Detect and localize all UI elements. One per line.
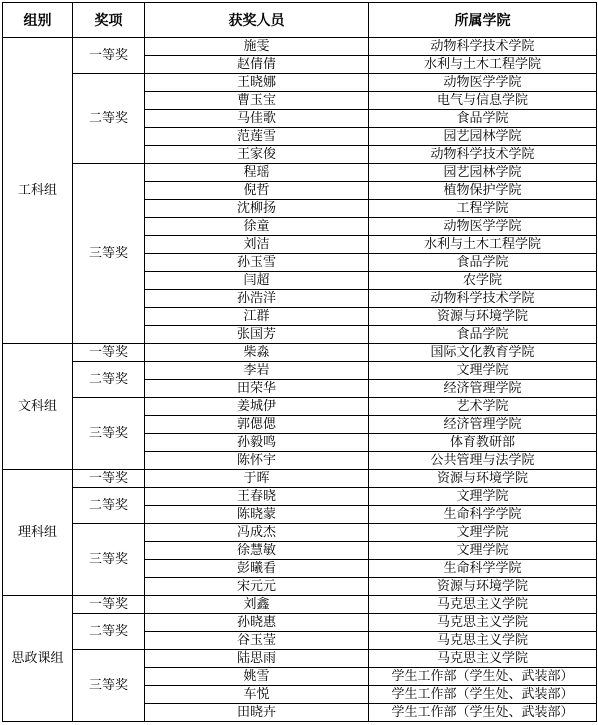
college-cell: 水利与土木工程学院 (369, 236, 597, 254)
person-cell: 彭曦看 (145, 560, 369, 578)
table-body (3, 38, 597, 722)
table-row (3, 650, 597, 668)
person-cell: 田荣华 (145, 380, 369, 398)
college-cell: 资源与环境学院 (369, 470, 597, 488)
person-cell: 孙晓惠 (145, 614, 369, 632)
college-cell: 食品学院 (369, 110, 597, 128)
person-cell: 范莲雪 (145, 128, 369, 146)
award-level-cell: 三等奖 (73, 398, 145, 470)
group-cell: 思政课组 (3, 596, 73, 722)
person-cell: 倪哲 (145, 182, 369, 200)
award-level-cell: 二等奖 (73, 614, 145, 650)
table-row (3, 596, 597, 614)
person-cell: 王春晓 (145, 488, 369, 506)
group-cell: 工科组 (3, 38, 73, 344)
college-cell: 马克思主义学院 (369, 632, 597, 650)
award-level-cell: 一等奖 (73, 470, 145, 488)
person-cell: 郭偲偲 (145, 416, 369, 434)
person-cell: 马佳歌 (145, 110, 369, 128)
college-cell: 文理学院 (369, 542, 597, 560)
college-cell: 工程学院 (369, 200, 597, 218)
person-cell: 张国芳 (145, 326, 369, 344)
header-level: 奖项 (73, 3, 145, 38)
college-cell: 文理学院 (369, 524, 597, 542)
college-cell: 植物保护学院 (369, 182, 597, 200)
person-cell: 施雯 (145, 38, 369, 56)
table-row (3, 470, 597, 488)
award-table (2, 2, 597, 722)
person-cell: 车悦 (145, 686, 369, 704)
person-cell: 冯成杰 (145, 524, 369, 542)
college-cell: 文理学院 (369, 488, 597, 506)
person-cell: 陈怀宇 (145, 452, 369, 470)
college-cell: 水利与土木工程学院 (369, 56, 597, 74)
college-cell: 生命科学学院 (369, 506, 597, 524)
table-row (3, 614, 597, 632)
person-cell: 柴淼 (145, 344, 369, 362)
college-cell: 资源与环境学院 (369, 308, 597, 326)
header-person: 获奖人员 (145, 3, 369, 38)
college-cell: 艺术学院 (369, 398, 597, 416)
group-cell: 理科组 (3, 470, 73, 596)
award-level-cell: 三等奖 (73, 164, 145, 344)
college-cell: 经济管理学院 (369, 416, 597, 434)
person-cell: 王家俊 (145, 146, 369, 164)
college-cell: 资源与环境学院 (369, 578, 597, 596)
table-row (3, 488, 597, 506)
college-cell: 马克思主义学院 (369, 596, 597, 614)
award-level-cell: 二等奖 (73, 488, 145, 524)
college-cell: 食品学院 (369, 254, 597, 272)
person-cell: 孙玉雪 (145, 254, 369, 272)
award-level-cell: 一等奖 (73, 344, 145, 362)
person-cell: 田晓卉 (145, 704, 369, 722)
award-level-cell: 三等奖 (73, 524, 145, 596)
college-cell: 动物科学技术学院 (369, 290, 597, 308)
college-cell: 动物医学学院 (369, 74, 597, 92)
person-cell: 孙浩洋 (145, 290, 369, 308)
person-cell: 孙毅鸣 (145, 434, 369, 452)
college-cell: 学生工作部（学生处、武装部） (369, 668, 597, 686)
person-cell: 陆思雨 (145, 650, 369, 668)
person-cell: 宋元元 (145, 578, 369, 596)
table-row (3, 164, 597, 182)
college-cell: 动物科学技术学院 (369, 38, 597, 56)
person-cell: 姚雪 (145, 668, 369, 686)
college-cell: 动物医学学院 (369, 218, 597, 236)
person-cell: 王晓娜 (145, 74, 369, 92)
table-row (3, 524, 597, 542)
person-cell: 沈柳扬 (145, 200, 369, 218)
person-cell: 姜城伊 (145, 398, 369, 416)
college-cell: 园艺园林学院 (369, 164, 597, 182)
table-row (3, 38, 597, 56)
college-cell: 经济管理学院 (369, 380, 597, 398)
person-cell: 李岩 (145, 362, 369, 380)
header-group: 组别 (3, 3, 73, 38)
college-cell: 生命科学学院 (369, 560, 597, 578)
award-level-cell: 二等奖 (73, 74, 145, 164)
person-cell: 刘洁 (145, 236, 369, 254)
person-cell: 刘鑫 (145, 596, 369, 614)
header-row (3, 3, 597, 38)
college-cell: 学生工作部（学生处、武装部） (369, 686, 597, 704)
person-cell: 赵倩倩 (145, 56, 369, 74)
person-cell: 闫超 (145, 272, 369, 290)
award-level-cell: 一等奖 (73, 596, 145, 614)
college-cell: 农学院 (369, 272, 597, 290)
college-cell: 文理学院 (369, 362, 597, 380)
person-cell: 曹玉宝 (145, 92, 369, 110)
table-row (3, 398, 597, 416)
person-cell: 徐慧敏 (145, 542, 369, 560)
award-level-cell: 三等奖 (73, 650, 145, 722)
person-cell: 徐童 (145, 218, 369, 236)
college-cell: 食品学院 (369, 326, 597, 344)
college-cell: 公共管理与法学院 (369, 452, 597, 470)
table-row (3, 74, 597, 92)
person-cell: 谷玉莹 (145, 632, 369, 650)
college-cell: 园艺园林学院 (369, 128, 597, 146)
college-cell: 体育教研部 (369, 434, 597, 452)
award-level-cell: 二等奖 (73, 362, 145, 398)
college-cell: 国际文化教育学院 (369, 344, 597, 362)
college-cell: 动物科学技术学院 (369, 146, 597, 164)
table-row (3, 344, 597, 362)
college-cell: 马克思主义学院 (369, 614, 597, 632)
college-cell: 学生工作部（学生处、武装部） (369, 704, 597, 722)
person-cell: 程瑶 (145, 164, 369, 182)
person-cell: 于晖 (145, 470, 369, 488)
header-college: 所属学院 (369, 3, 597, 38)
person-cell: 江群 (145, 308, 369, 326)
person-cell: 陈晓蒙 (145, 506, 369, 524)
college-cell: 马克思主义学院 (369, 650, 597, 668)
college-cell: 电气与信息学院 (369, 92, 597, 110)
group-cell: 文科组 (3, 344, 73, 470)
award-level-cell: 一等奖 (73, 38, 145, 74)
table-row (3, 362, 597, 380)
